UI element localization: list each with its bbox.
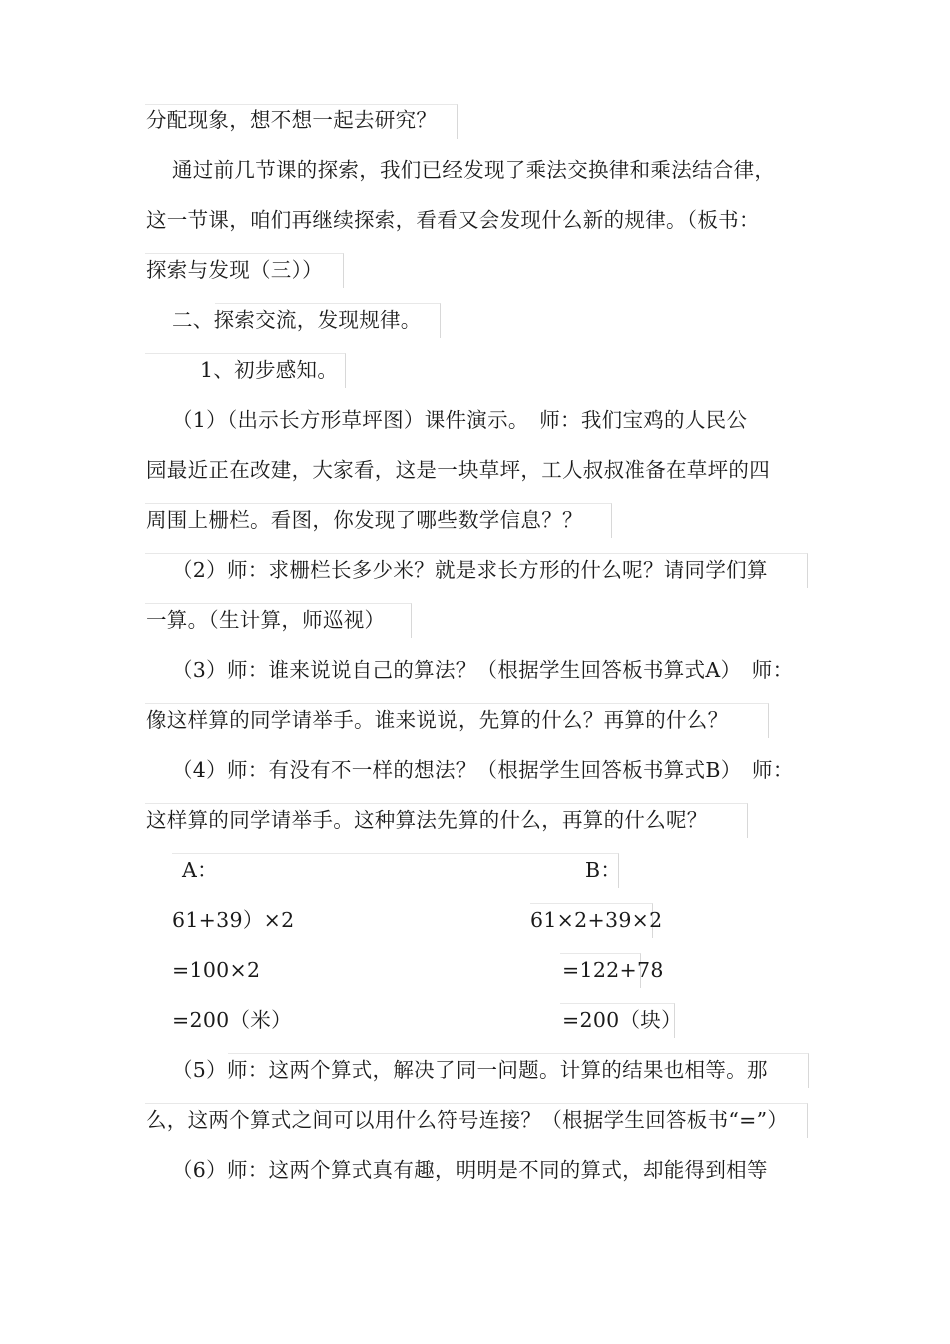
paragraph-line: 像这样算的同学请举手。谁来说说，先算的什么？再算的什么？ bbox=[146, 708, 729, 732]
paragraph-line: （1）（出示长方形草坪图）课件演示。 师：我们宝鸡的人民公 bbox=[172, 408, 748, 432]
formula-b-label: B： bbox=[585, 858, 622, 882]
paragraph-line: （4）师：有没有不一样的想法？（根据学生回答板书算式B） 师： bbox=[172, 758, 794, 782]
formula-b-step3: =200（块） bbox=[562, 1008, 682, 1032]
formula-a-step2: =100×2 bbox=[172, 958, 261, 982]
paragraph-line: （2）师：求栅栏长多少米？就是求长方形的什么呢？请同学们算 bbox=[172, 558, 768, 582]
formula-a-label: A： bbox=[182, 858, 218, 882]
paragraph-line: 一算。（生计算，师巡视） bbox=[146, 608, 386, 632]
paragraph-line: 通过前几节课的探索，我们已经发现了乘法交换律和乘法结合律， bbox=[172, 158, 776, 182]
paragraph-line: 这样算的同学请举手。这种算法先算的什么，再算的什么呢？ bbox=[146, 808, 708, 832]
formula-b-step1: 61×2+39×2 bbox=[530, 908, 663, 932]
paragraph-line: 分配现象，想不想一起去研究？ bbox=[146, 108, 438, 132]
formula-a-step3: =200（米） bbox=[172, 1008, 292, 1032]
paragraph-line: （3）师：谁来说说自己的算法？（根据学生回答板书算式A） 师： bbox=[172, 658, 794, 682]
formula-b-step2: =122+78 bbox=[562, 958, 664, 982]
paragraph-line: 这一节课，咱们再继续探索，看看又会发现什么新的规律。（板书： bbox=[146, 208, 760, 232]
paragraph-line: （6）师：这两个算式真有趣，明明是不同的算式，却能得到相等 bbox=[172, 1158, 768, 1182]
paragraph-line: 周围上栅栏。看图，你发现了哪些数学信息？？ bbox=[146, 508, 583, 532]
paragraph-line: 探索与发现（三）） bbox=[146, 258, 323, 282]
formula-a-step1: 61+39）×2 bbox=[172, 908, 295, 932]
paragraph-line: 园最近正在改建，大家看，这是一块草坪，工人叔叔准备在草坪的四 bbox=[146, 458, 770, 482]
text-box-outline bbox=[172, 853, 619, 888]
paragraph-line: 么，这两个算式之间可以用什么符号连接？（根据学生回答板书“=”） bbox=[146, 1108, 789, 1132]
subsection-heading: 1、初步感知。 bbox=[200, 358, 339, 382]
paragraph-line: （5）师：这两个算式，解决了同一问题。计算的结果也相等。那 bbox=[172, 1058, 768, 1082]
section-heading: 二、探索交流，发现规律。 bbox=[172, 308, 422, 332]
